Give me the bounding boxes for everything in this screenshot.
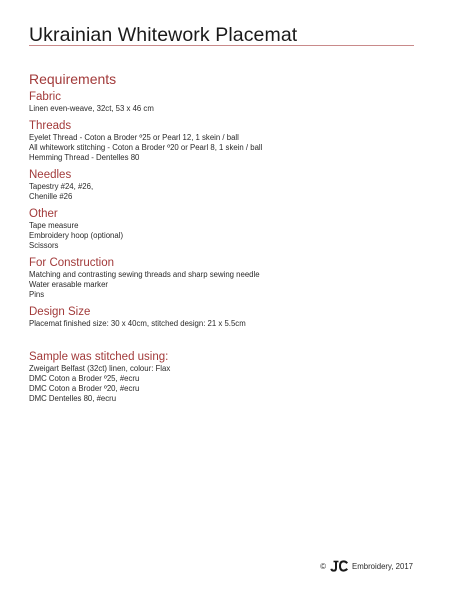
needles-line: Tapestry #24, #26,: [29, 182, 94, 191]
fabric-section: [29, 91, 424, 114]
threads-heading: Threads: [29, 120, 72, 132]
threads-line: All whitework stitching - Coton a Broder º20 or Pearl 8, 1 skein / ball: [29, 143, 263, 152]
footer-text: Embroidery, 2017: [352, 561, 413, 571]
other-line: Tape measure: [29, 221, 79, 230]
needles-line: Chenille #26: [29, 192, 73, 201]
sample-line: DMC Dentelles 80, #ecru: [29, 394, 117, 403]
requirements-content: [29, 71, 424, 404]
sample-line: DMC Coton a Broder º20, #ecru: [29, 384, 140, 393]
design-size-line: Placemat finished size: 30 x 40cm, stitched design: 21 x 5.5cm: [29, 319, 246, 328]
construction-line: Matching and contrasting sewing threads and sharp sewing needle: [29, 270, 260, 279]
sample-section: [29, 351, 424, 404]
needles-heading: Needles: [29, 169, 72, 181]
other-heading: Other: [29, 208, 58, 220]
other-line: Scissors: [29, 241, 59, 250]
requirements-heading: Requirements: [29, 71, 117, 87]
construction-line: Pins: [29, 290, 45, 299]
fabric-line: Linen even-weave, 32ct, 53 x 46 cm: [29, 104, 154, 113]
needles-section: [29, 169, 424, 202]
threads-line: Hemming Thread - Dentelles 80: [29, 153, 140, 162]
other-line: Embroidery hoop (optional): [29, 231, 124, 240]
construction-section: [29, 257, 424, 300]
sample-line: DMC Coton a Broder º25, #ecru: [29, 374, 140, 383]
copyright-symbol: ©: [320, 561, 327, 571]
design-size-heading: Design Size: [29, 306, 91, 318]
other-section: [29, 208, 424, 251]
sample-line: Zweigart Belfast (32ct) linen, colour: Flax: [29, 364, 171, 373]
footer-credit: [320, 560, 413, 572]
title-divider: [29, 45, 414, 46]
jc-logo-icon: [329, 560, 349, 572]
construction-line: Water erasable marker: [29, 280, 109, 289]
threads-line: Eyelet Thread - Coton a Broder º25 or Pearl 12, 1 skein / ball: [29, 133, 239, 142]
fabric-heading: Fabric: [29, 91, 61, 103]
construction-heading: For Construction: [29, 257, 115, 269]
threads-section: [29, 120, 424, 163]
page-title: Ukrainian Whitework Placemat: [29, 24, 298, 46]
design-size-section: [29, 306, 424, 329]
sample-heading: Sample was stitched using:: [29, 351, 169, 363]
